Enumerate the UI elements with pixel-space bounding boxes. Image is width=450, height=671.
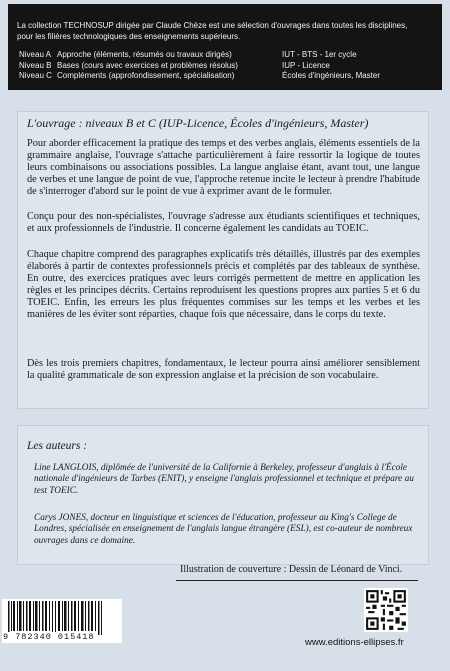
- level-row: [19, 50, 380, 61]
- ouvrage-paragraph: Pour aborder efficacement la pratique des temps et des verbes anglais, éléments essentiels de la grammaire anglaise, l'ouvrage s'attache particulièrement à faire ressortir la logique de toutes leurs combinaisons ou associations possibles. La langue anglaise étant, avant tout, une langue de verbes et une langue de point de vue, l'approche retenue incite le lecteur à prendre l'habitude de s'interroger d'abord sur le point de vue à exprimer avant de le formuler.: [27, 138, 420, 197]
- level-target: Écoles d'ingénieurs, Master: [282, 71, 381, 80]
- collection-banner: [8, 4, 442, 90]
- level-label: Niveau A: [19, 50, 52, 59]
- levels-table: [19, 50, 380, 82]
- level-label: Niveau C: [19, 71, 52, 80]
- auteurs-heading: Les auteurs :: [27, 440, 88, 452]
- ouvrage-paragraph: Conçu pour des non-spécialistes, l'ouvrage s'adresse aux étudiants scientifiques et techniques, et aux professionnels de l'industrie. Il concerne également les candidats au TOEIC.: [27, 211, 420, 234]
- intro-line-2: pour les filières technologiques des enseignements supérieurs.: [17, 31, 241, 41]
- level-desc: Approche (éléments, résumés ou travaux dirigés): [57, 50, 232, 59]
- collection-intro: [17, 21, 437, 42]
- isbn-number: 9 782340 015418: [3, 632, 95, 642]
- author-bio: Carys JONES, docteur en linguistique et sciences de l'éducation, professeur au King's College de Londres, spécialisée en enseignement de l'anglais langue étrangère (ESL), est co-auteur de nombreux ouvrages dans ce domaine.: [34, 513, 413, 546]
- level-row: [19, 61, 380, 72]
- ouvrage-heading: L'ouvrage : niveaux B et C (IUP-Licence, Écoles d'ingénieurs, Master): [27, 116, 369, 130]
- intro-line-1: La collection TECHNOSUP dirigée par Claude Chèze est une sélection d'ouvrages dans toutes les disciplines,: [17, 21, 408, 30]
- level-desc: Compléments (approfondissement, spécialisation): [57, 71, 235, 80]
- author-bio: Line LANGLOIS, diplômée de l'université de la Californie à Berkeley, professeur d'anglais à l'École nationale d'ingénieurs de Tarbes (ENIT), y enseigne l'anglais professionnel et technique et prépare au test TOEIC.: [34, 463, 414, 496]
- level-target: IUT - BTS - 1er cycle: [282, 50, 357, 59]
- qr-code-icon: [364, 588, 408, 632]
- credit-rule: [176, 580, 418, 581]
- level-label: Niveau B: [19, 60, 52, 70]
- ouvrage-paragraph: Dès les trois premiers chapitres, fondamentaux, le lecteur pourra ainsi améliorer sensiblement la qualité grammaticale de son expression anglaise et la précision de son vocabulaire.: [27, 358, 420, 381]
- ouvrage-paragraph: Chaque chapitre comprend des paragraphes explicatifs très détaillés, illustrés par des exemples élaborés à partir de contextes professionnels précis et complétés par des tableaux de synthèse. En outre, des exercices pratiques avec leurs corrigés permettent de mettre en application les règles et les principes décrits. Certains reproduisent les questions propres aux parties 5 et 6 du TOEIC. Enfin, les erreurs les plus fréquentes commises sur les temps et les verbes et les manières de les éviter sont réparties, chaque fois que nécessaire, dans le corps du texte.: [27, 249, 420, 320]
- publisher-website[interactable]: www.editions-ellipses.fr: [305, 637, 404, 648]
- cover-illustration-credit: Illustration de couverture : Dessin de Léonard de Vinci.: [180, 564, 403, 575]
- level-row: [19, 71, 380, 82]
- level-target: IUP - Licence: [282, 60, 330, 70]
- level-desc: Bases (cours avec exercices et problèmes résolus): [57, 60, 238, 70]
